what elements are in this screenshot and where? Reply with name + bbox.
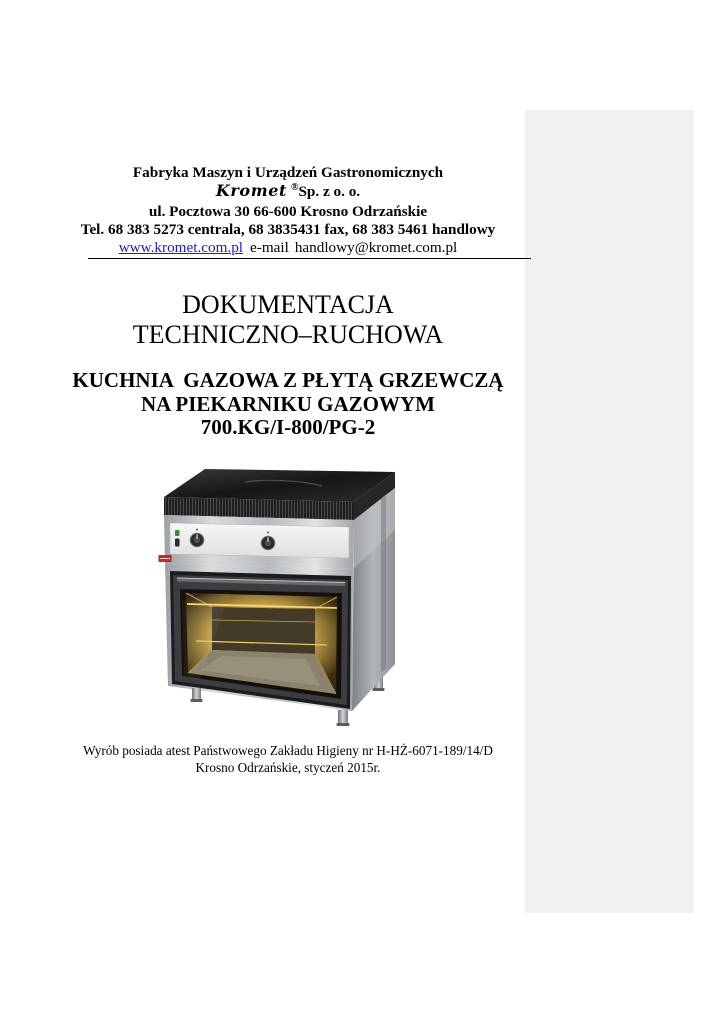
stove-side-panel (352, 488, 395, 711)
product-photo (150, 462, 405, 732)
company-header (40, 164, 536, 257)
hotplate-top (164, 469, 395, 502)
email-address: handlowy@kromet.com.pl (294, 239, 458, 256)
place-and-date: Krosno Odrzańskie, styczeń 2015r. (195, 759, 381, 775)
company-line: Fabryka Maszyn i Urządzeń Gastronomicznych (132, 164, 444, 181)
registered-mark: ® (291, 182, 299, 193)
company-name-line (40, 182, 536, 203)
company-phones: Tel. 68 383 5273 centrala, 68 3835431 fax, 68 383 5461 handlowy (80, 221, 496, 238)
stove-leg-front-right (337, 710, 350, 726)
stove-leg-front-left (191, 688, 203, 702)
company-form: Sp. z o. o. (298, 183, 361, 200)
kromet-logo: Kromet (215, 181, 287, 200)
product-name-line2: NA PIEKARNIKU GAZOWYM (140, 391, 435, 416)
certificate-note: Wyrób posiada atest Państwowego Zakładu Higieny nr H-HŻ-6071-189/14/D (83, 742, 493, 758)
document-title-line1: DOKUMENTACJA (182, 290, 394, 319)
document-title-line2: TECHNICZNO–RUCHOWA (132, 320, 444, 349)
email-label: e-mail (250, 239, 289, 256)
product-name-line1: KUCHNIA GAZOWA Z PŁYTĄ GRZEWCZĄ (72, 368, 504, 392)
margin-comment-panel (525, 110, 694, 913)
document-title (40, 290, 536, 350)
certification-footer (40, 742, 536, 776)
product-model: 700.KG/I-800/PG-2 (200, 415, 376, 439)
contact-web-line (40, 239, 536, 257)
company-address: ul. Pocztowa 30 66-600 Krosno Odrzańskie (148, 203, 428, 220)
header-divider (88, 258, 531, 259)
product-title (40, 369, 536, 440)
website-link[interactable]: www.kromet.com.pl (118, 239, 244, 256)
brand-label (159, 555, 172, 562)
